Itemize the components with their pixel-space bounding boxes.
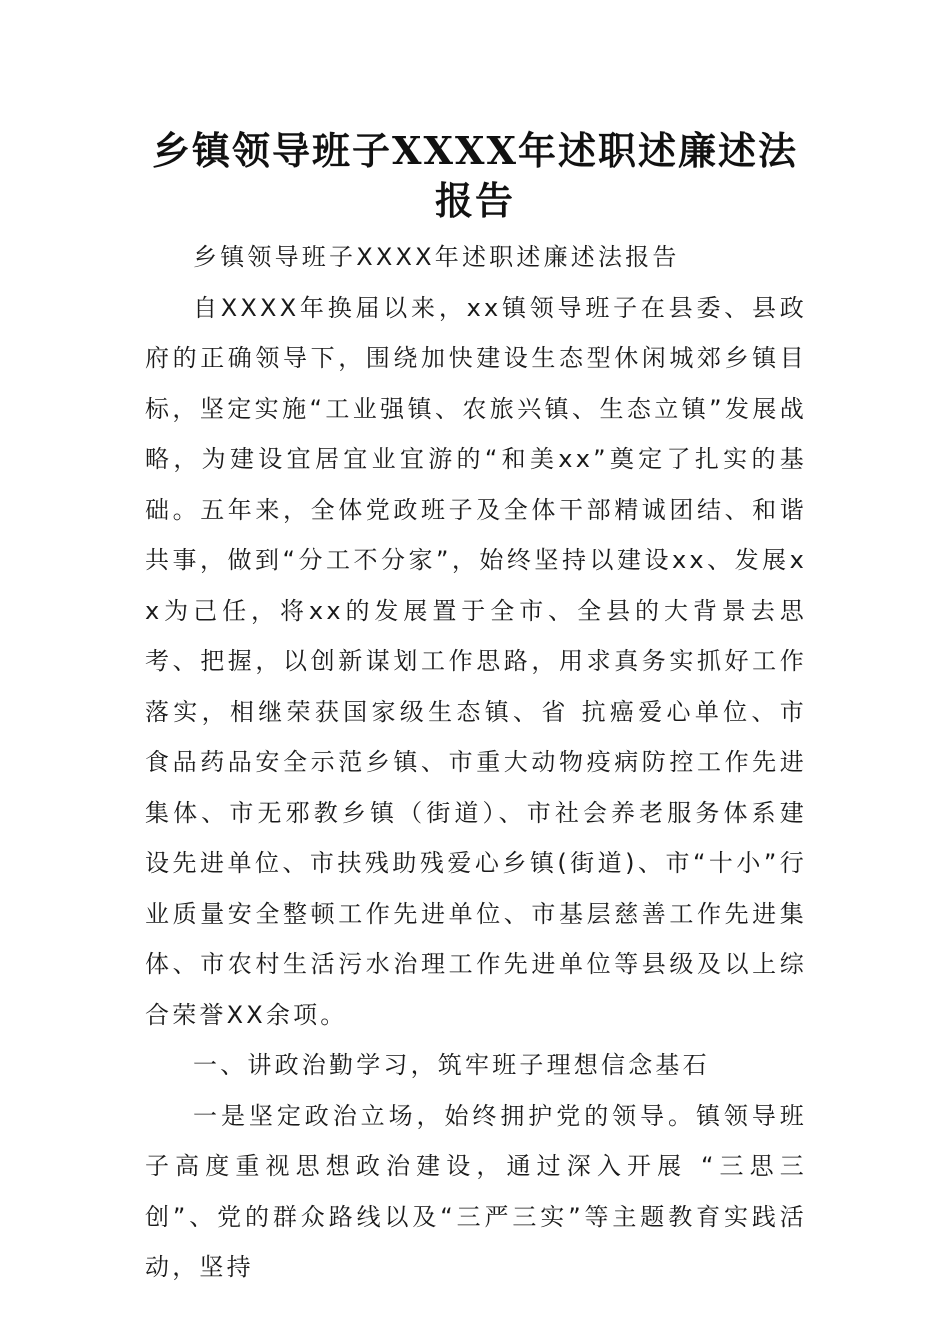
intro-paragraph: 自XXXX年换届以来，xx镇领导班子在县委、县政府的正确领导下，围绕加快建设生态型休闲城郊乡镇目标，坚定实施“工业强镇、农旅兴镇、生态立镇”发展战略，为建设宜居宜业宜游的“和美xx”奠定了扎实的基础。五年来，全体党政班子及全体干部精诚团结、和谐共事，做到“分工不分家”，始终坚持以建设xx、发展xx为己任，将xx的发展置于全市、全县的大背景去思考、把握，以创新谋划工作思路，用求真务实抓好工作落实，相继荣获国家级生态镇、省 抗癌爱心单位、市食品药品安全示范乡镇、市重大动物疫病防控工作先进集体、市无邪教乡镇（街道）、市社会养老服务体系建设先进单位、市扶残助残爱心乡镇(街道)、市“十小”行业质量安全整顿工作先进单位、市基层慈善工作先进集体、市农村生活污水治理工作先进单位等县级及以上综合荣誉XX余项。 — [145, 293, 807, 1029]
document-title: 乡镇领导班子XXXX年述职述廉述法报告 — [152, 128, 798, 223]
subtitle-paragraph: 乡镇领导班子XXXX年述职述廉述法报告 — [193, 243, 680, 271]
body-paragraph: 一是坚定政治立场，始终拥护党的领导。镇领导班子高度重视思想政治建设，通过深入开展 “三思三创”、党的群众路线以及“三严三实”等主题教育实践活动，坚持 — [145, 1101, 807, 1281]
section-heading: 一、讲政治勤学习，筑牢班子理想信念基石 — [193, 1051, 710, 1079]
document-body — [145, 232, 807, 1293]
